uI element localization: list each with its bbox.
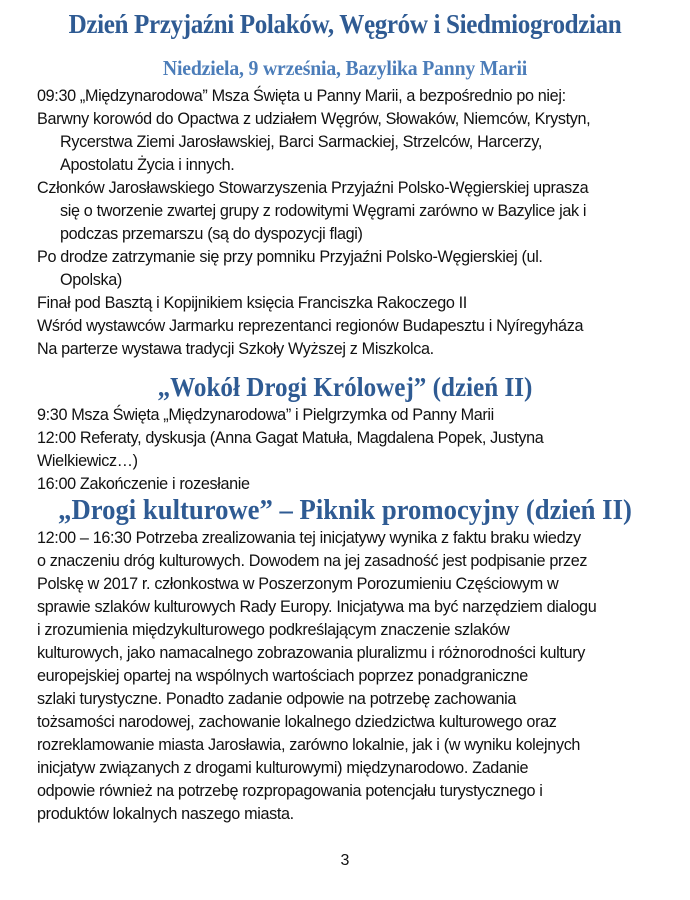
page-subtitle: Niedziela, 9 września, Bazylika Panny Marii	[162, 56, 528, 80]
text-line: Rycerstwa Ziemi Jarosławskiej, Barci Sarmackiej, Strzelców, Harcerzy,	[60, 133, 542, 151]
text-line: kulturowych, jako namacalnego zobrazowania pluralizmu i różnorodności kultury	[37, 644, 585, 662]
section-3-heading: „Drogi kulturowe” – Piknik promocyjny (dzień II)	[58, 494, 632, 526]
text-line: europejskiej opartej na wspólnych wartościach poprzez ponadgraniczne	[37, 667, 528, 685]
text-line: się o tworzenie zwartej grupy z rodowitymi Węgrami zarówno w Bazylice jak i	[60, 202, 587, 220]
section-2-heading: „Wokół Drogi Królowej” (dzień II)	[157, 372, 533, 402]
text-line: inicjatyw związanych z drogami kulturowymi) międzynarodowo. Zadanie	[37, 759, 529, 777]
text-line: 12:00 – 16:30 Potrzeba zrealizowania tej inicjatywy wynika z faktu braku wiedzy	[37, 529, 581, 547]
text-line: odpowie również na potrzebę rozpropagowania potencjału turystycznego i	[37, 782, 543, 800]
text-line: Wielkiewicz…)	[37, 452, 138, 470]
text-line: produktów lokalnych naszego miasta.	[37, 805, 294, 823]
text-line: Członków Jarosławskiego Stowarzyszenia Przyjaźni Polsko-Węgierskiej uprasza	[37, 179, 589, 197]
text-line: rozreklamowanie miasta Jarosławia, zarówno lokalnie, jak i (w wyniku kolejnych	[37, 736, 581, 754]
section-1-body	[37, 85, 657, 361]
text-line: 16:00 Zakończenie i rozesłanie	[37, 475, 250, 493]
text-line: szlaki turystyczne. Ponadto zadanie odpowie na potrzebę zachowania	[37, 690, 517, 708]
text-line: tożsamości narodowej, zachowanie lokalnego dziedzictwa kulturowego oraz	[37, 713, 557, 731]
text-line: 12:00 Referaty, dyskusja (Anna Gagat Matuła, Magdalena Popek, Justyna	[37, 429, 544, 447]
text-line: 09:30 „Międzynarodowa” Msza Święta u Panny Marii, a bezpośrednio po niej:	[37, 87, 566, 105]
page-title: Dzień Przyjaźni Polaków, Węgrów i Siedmiogrodzian	[68, 9, 622, 39]
text-line: Finał pod Basztą i Kopijnikiem księcia Franciszka Rakoczego II	[37, 294, 467, 312]
text-line: sprawie szlaków kulturowych Rady Europy. Inicjatywa ma być narzędziem dialogu	[37, 598, 597, 616]
text-line: Po drodze zatrzymanie się przy pomniku Przyjaźni Polsko-Węgierskiej (ul.	[37, 248, 543, 266]
section-2-body	[37, 404, 657, 496]
text-line: Wśród wystawców Jarmarku reprezentanci regionów Budapesztu i Nyíregyháza	[37, 317, 584, 335]
text-line: Barwny korowód do Opactwa z udziałem Węgrów, Słowaków, Niemców, Krystyn,	[37, 110, 591, 128]
page-number: 3	[340, 852, 350, 869]
text-line: Opolska)	[60, 271, 122, 289]
text-line: podczas przemarszu (są do dyspozycji flagi)	[60, 225, 363, 243]
text-line: Na parterze wystawa tradycji Szkoły Wyższej z Miszkolca.	[37, 340, 434, 358]
text-line: Polskę w 2017 r. członkostwa w Poszerzonym Porozumieniu Częściowym w	[37, 575, 559, 593]
section-3-body	[37, 527, 657, 826]
text-line: Apostolatu Życia i innych.	[60, 156, 235, 174]
text-line: o znaczeniu dróg kulturowych. Dowodem na jej zasadność jest podpisanie przez	[37, 552, 588, 570]
text-line: 9:30 Msza Święta „Międzynarodowa” i Pielgrzymka od Panny Marii	[37, 406, 494, 424]
text-line: i zrozumienia międzykulturowego podkreślającym znaczenie szlaków	[37, 621, 510, 639]
